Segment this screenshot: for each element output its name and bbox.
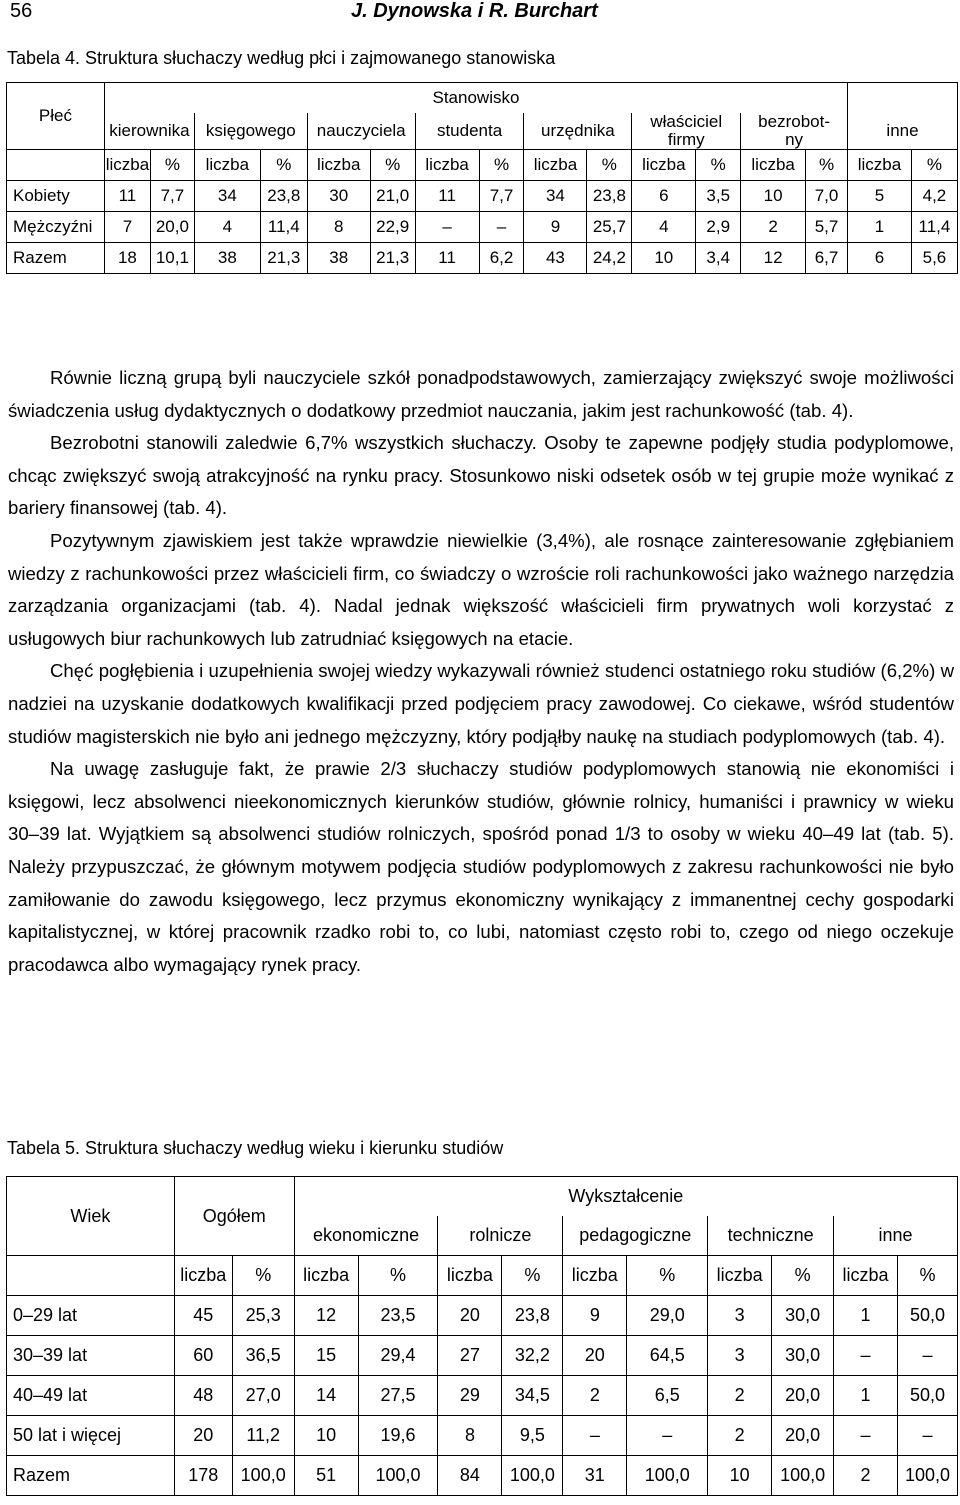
table-cell: 11 [415, 243, 479, 274]
table-cell: 20 [438, 1296, 502, 1336]
table-cell: 21,0 [370, 181, 415, 212]
table-cell: 45 [174, 1296, 232, 1336]
table-cell: 23,8 [502, 1296, 563, 1336]
table-cell: 3 [708, 1296, 772, 1336]
table-cell: 21,3 [370, 243, 415, 274]
table-row [7, 1296, 958, 1336]
table-cell: 19,6 [358, 1416, 438, 1456]
table-cell: 100,0 [897, 1456, 957, 1496]
subheader-liczba: liczba [438, 1256, 502, 1296]
table-cell: 38 [194, 243, 260, 274]
row-label: Razem [7, 243, 105, 274]
subheader-percent: % [911, 150, 957, 181]
table-cell: 25,3 [232, 1296, 294, 1336]
table-cell: 10 [294, 1416, 358, 1456]
paragraph: Pozytywnym zjawiskiem jest także wprawdzie niewielkie (3,4%), ale rosnące zainteresowanie zgłębianiem wiedzy z rachunkowości przez właścicieli firm, co świadczy o wzroście roli rachunkowości jako ważnego narzędzia zarządzania organizacjami (tab. 4). Nadal jednak większość właścicieli firm prywatnych woli korzystać z usługowych biur rachunkowych lub zatrudniać księgowych na etacie. [8, 529, 954, 649]
table-row [7, 181, 958, 212]
table-cell: – [415, 212, 479, 243]
subheader-percent: % [150, 150, 194, 181]
table-cell: 27,0 [232, 1376, 294, 1416]
paragraph: Równie liczną grupą byli nauczyciele szkół ponadpodstawowych, zamierzający zwiększyć swoje możliwości świadczenia usług dydaktycznych o dodatkowy przedmiot nauczania, jakim jest rachunkowość (tab. 4). [8, 367, 954, 421]
table-row [7, 1416, 958, 1456]
table-cell: 6,7 [806, 243, 848, 274]
header-nauczyciela: nauczyciela [307, 113, 415, 150]
header-plec: Płeć [7, 83, 105, 150]
table-cell: 5,6 [911, 243, 957, 274]
table-cell: 100,0 [502, 1456, 563, 1496]
row-label: 40–49 lat [7, 1376, 175, 1416]
table-cell: 50,0 [897, 1376, 957, 1416]
table-cell: 34,5 [502, 1376, 563, 1416]
paragraph: Na uwagę zasługuje fakt, że prawie 2/3 słuchaczy studiów podyplomowych stanowią nie ekonomiści i księgowi, lecz absolwenci nieekonomicznych kierunków studiów, głównie rolnicy, humaniści i prawnicy w wieku 30–39 lat. Wyjątkiem są absolwenci studiów rolniczych, spośród ponad 1/3 to osoby w wieku 40–49 lat (tab. 5). Należy przypuszczać, że głównym motywem podjęcia studiów podyplomowych z zakresu rachunkowości nie było zamiłowanie do zawodu księgowego, lecz przymus ekonomiczny wynikający z immanentnej cechy gospodarki kapitalistycznej, w której pracownik rzadko robi to, co lubi, natomiast często robi to, czego od niego oczekuje pracodawca albo wymagający rynek pracy. [8, 758, 954, 975]
subheader-liczba: liczba [708, 1256, 772, 1296]
table-cell: 3 [708, 1336, 772, 1376]
table-cell: 21,3 [260, 243, 307, 274]
subheader-percent: % [772, 1256, 834, 1296]
table-cell: – [897, 1416, 957, 1456]
table-cell: 29,4 [358, 1336, 438, 1376]
table-cell: 7,7 [479, 181, 524, 212]
running-head: J. Dynowska i R. Burchart [351, 0, 598, 22]
table-cell: 36,5 [232, 1336, 294, 1376]
table-cell: 4 [632, 212, 696, 243]
header-kierownika: kierownika [104, 113, 194, 150]
row-label: 50 lat i więcej [7, 1416, 175, 1456]
table-cell: 20,0 [150, 212, 194, 243]
table-cell: 38 [307, 243, 370, 274]
table-cell: 2 [741, 212, 806, 243]
table-cell: 7,0 [806, 181, 848, 212]
paragraph: Bezrobotni stanowili zaledwie 6,7% wszystkich słuchaczy. Osoby te zapewne podjęły studia podyplomowe, chcąc zwiększyć swoją atrakcyjność na rynku pracy. Stosunkowo niski odsetek osób w tej grupie może wynikać z bariery finansowej (tab. 4). [8, 432, 954, 519]
table-cell: 178 [174, 1456, 232, 1496]
table-cell: 6,5 [627, 1376, 708, 1416]
table-cell: 50,0 [897, 1296, 957, 1336]
subheader-percent: % [479, 150, 524, 181]
row-label: 0–29 lat [7, 1296, 175, 1336]
header-rolnicze: rolnicze [438, 1216, 563, 1256]
header-blank [848, 83, 958, 114]
subheader-liczba: liczba [741, 150, 806, 181]
table-cell: 4 [194, 212, 260, 243]
row-label: 30–39 lat [7, 1336, 175, 1376]
subheader-liczba: liczba [563, 1256, 627, 1296]
header-wyksztalcenie: Wykształcenie [294, 1177, 957, 1217]
subheader-percent: % [587, 150, 632, 181]
table-cell: 20 [563, 1336, 627, 1376]
header-inne: inne [834, 1216, 958, 1256]
table-cell: 100,0 [232, 1456, 294, 1496]
table-cell: 11,2 [232, 1416, 294, 1456]
table-cell: 3,4 [696, 243, 741, 274]
table-cell: 51 [294, 1456, 358, 1496]
table-cell: 9,5 [502, 1416, 563, 1456]
subheader-row [7, 150, 958, 181]
header-ogolem: Ogółem [174, 1177, 294, 1256]
table-cell: 34 [194, 181, 260, 212]
table-cell: 2 [708, 1416, 772, 1456]
table-cell: – [479, 212, 524, 243]
header-bezrobotny: bezrobot- ny [741, 113, 848, 150]
table-cell: 30 [307, 181, 370, 212]
table-cell: – [627, 1416, 708, 1456]
table-cell: 11,4 [260, 212, 307, 243]
subheader-percent: % [897, 1256, 957, 1296]
table-cell: 64,5 [627, 1336, 708, 1376]
table-cell: 2 [708, 1376, 772, 1416]
table-cell: 30,0 [772, 1336, 834, 1376]
table-cell: 29 [438, 1376, 502, 1416]
table-row [7, 212, 958, 243]
table-cell: 2,9 [696, 212, 741, 243]
subheader-percent: % [502, 1256, 563, 1296]
table-cell: 6,2 [479, 243, 524, 274]
table-cell: 10 [741, 181, 806, 212]
table-cell: 2 [563, 1376, 627, 1416]
table-cell: 43 [524, 243, 587, 274]
row-label: Mężczyźni [7, 212, 105, 243]
header-inne: inne [848, 113, 958, 150]
subheader-liczba: liczba [834, 1256, 898, 1296]
table-cell: 5,7 [806, 212, 848, 243]
table-cell: 100,0 [358, 1456, 438, 1496]
paragraph: Chęć pogłębienia i uzupełnienia swojej wiedzy wykazywali również studenci ostatniego roku studiów (6,2%) w nadziei na uzyskanie dodatkowych kwalifikacji przed podjęciem pracy zawodowej. Co ciekawe, wśród studentów studiów magisterskich nie było ani jednego mężczyzny, który podjąłby naukę na studiach podyplomowych (tab. 4). [8, 660, 954, 747]
table-cell: 1 [834, 1376, 898, 1416]
subheader-percent: % [370, 150, 415, 181]
subheader-row [7, 1256, 958, 1296]
subheader-liczba: liczba [194, 150, 260, 181]
page-number: 56 [10, 0, 33, 22]
table-cell: 20,0 [772, 1376, 834, 1416]
table4-caption: Tabela 4. Struktura słuchaczy według płci i zajmowanego stanowiska [7, 48, 556, 68]
table-cell: 32,2 [502, 1336, 563, 1376]
subheader-liczba: liczba [632, 150, 696, 181]
table-cell: 6 [848, 243, 912, 274]
table5-caption: Tabela 5. Struktura słuchaczy według wieku i kierunku studiów [7, 1138, 504, 1158]
table-cell: 11,4 [911, 212, 957, 243]
table-cell: 12 [294, 1296, 358, 1336]
table-cell: 23,8 [260, 181, 307, 212]
table-cell: 60 [174, 1336, 232, 1376]
table-cell: 7,7 [150, 181, 194, 212]
table-cell: 14 [294, 1376, 358, 1416]
table-cell: 10 [708, 1456, 772, 1496]
table-cell: 27 [438, 1336, 502, 1376]
table-cell: 5 [848, 181, 912, 212]
table-cell: 15 [294, 1336, 358, 1376]
table-5 [6, 1176, 958, 1496]
table-cell: 9 [524, 212, 587, 243]
table-cell: 8 [307, 212, 370, 243]
header-urzednika: urzędnika [524, 113, 632, 150]
subheader-percent: % [232, 1256, 294, 1296]
subheader-empty [7, 1256, 175, 1296]
table-cell: 6 [632, 181, 696, 212]
table-cell: 31 [563, 1456, 627, 1496]
table-cell: 20 [174, 1416, 232, 1456]
subheader-liczba: liczba [524, 150, 587, 181]
table-row [7, 1336, 958, 1376]
subheader-percent: % [627, 1256, 708, 1296]
table-cell: 34 [524, 181, 587, 212]
table-cell: 3,5 [696, 181, 741, 212]
table-cell: 27,5 [358, 1376, 438, 1416]
table-row [7, 243, 958, 274]
table-cell: – [834, 1336, 898, 1376]
table-cell: 11 [104, 181, 150, 212]
subheader-liczba: liczba [415, 150, 479, 181]
header-pedagogiczne: pedagogiczne [563, 1216, 708, 1256]
header-wiek: Wiek [7, 1177, 175, 1256]
table-cell: 24,2 [587, 243, 632, 274]
table-cell: 100,0 [772, 1456, 834, 1496]
table-cell: 20,0 [772, 1416, 834, 1456]
subheader-liczba: liczba [104, 150, 150, 181]
subheader-liczba: liczba [307, 150, 370, 181]
table-cell: 25,7 [587, 212, 632, 243]
table-cell: 1 [848, 212, 912, 243]
table-4 [6, 82, 958, 274]
subheader-liczba: liczba [848, 150, 912, 181]
table-row [7, 1456, 958, 1496]
table-cell: 2 [834, 1456, 898, 1496]
table-cell: 29,0 [627, 1296, 708, 1336]
table-cell: 23,5 [358, 1296, 438, 1336]
table-cell: 30,0 [772, 1296, 834, 1336]
table-cell: 8 [438, 1416, 502, 1456]
row-label: Razem [7, 1456, 175, 1496]
header-ekonomiczne: ekonomiczne [294, 1216, 438, 1256]
table-cell: 4,2 [911, 181, 957, 212]
row-label: Kobiety [7, 181, 105, 212]
subheader-liczba: liczba [174, 1256, 232, 1296]
subheader-percent: % [806, 150, 848, 181]
header-wlasciciel: właściciel firmy [632, 113, 741, 150]
header-studenta: studenta [415, 113, 524, 150]
table-cell: 10 [632, 243, 696, 274]
subheader-liczba: liczba [294, 1256, 358, 1296]
header-ksiegowego: księgowego [194, 113, 307, 150]
table-cell: – [897, 1336, 957, 1376]
table-cell: 9 [563, 1296, 627, 1336]
table-row [7, 1376, 958, 1416]
table-cell: 48 [174, 1376, 232, 1416]
table-cell: – [834, 1416, 898, 1456]
table-cell: 84 [438, 1456, 502, 1496]
page-header [6, 0, 954, 28]
table-cell: 22,9 [370, 212, 415, 243]
table-cell: 1 [834, 1296, 898, 1336]
subheader-percent: % [358, 1256, 438, 1296]
table-cell: 23,8 [587, 181, 632, 212]
table-cell: – [563, 1416, 627, 1456]
table-cell: 11 [415, 181, 479, 212]
body-text [8, 362, 954, 981]
header-stanowisko: Stanowisko [104, 83, 847, 114]
subheader-empty [7, 150, 105, 181]
table-cell: 7 [104, 212, 150, 243]
subheader-percent: % [696, 150, 741, 181]
subheader-percent: % [260, 150, 307, 181]
table-cell: 10,1 [150, 243, 194, 274]
table-cell: 12 [741, 243, 806, 274]
table-cell: 18 [104, 243, 150, 274]
header-techniczne: techniczne [708, 1216, 834, 1256]
table-cell: 100,0 [627, 1456, 708, 1496]
